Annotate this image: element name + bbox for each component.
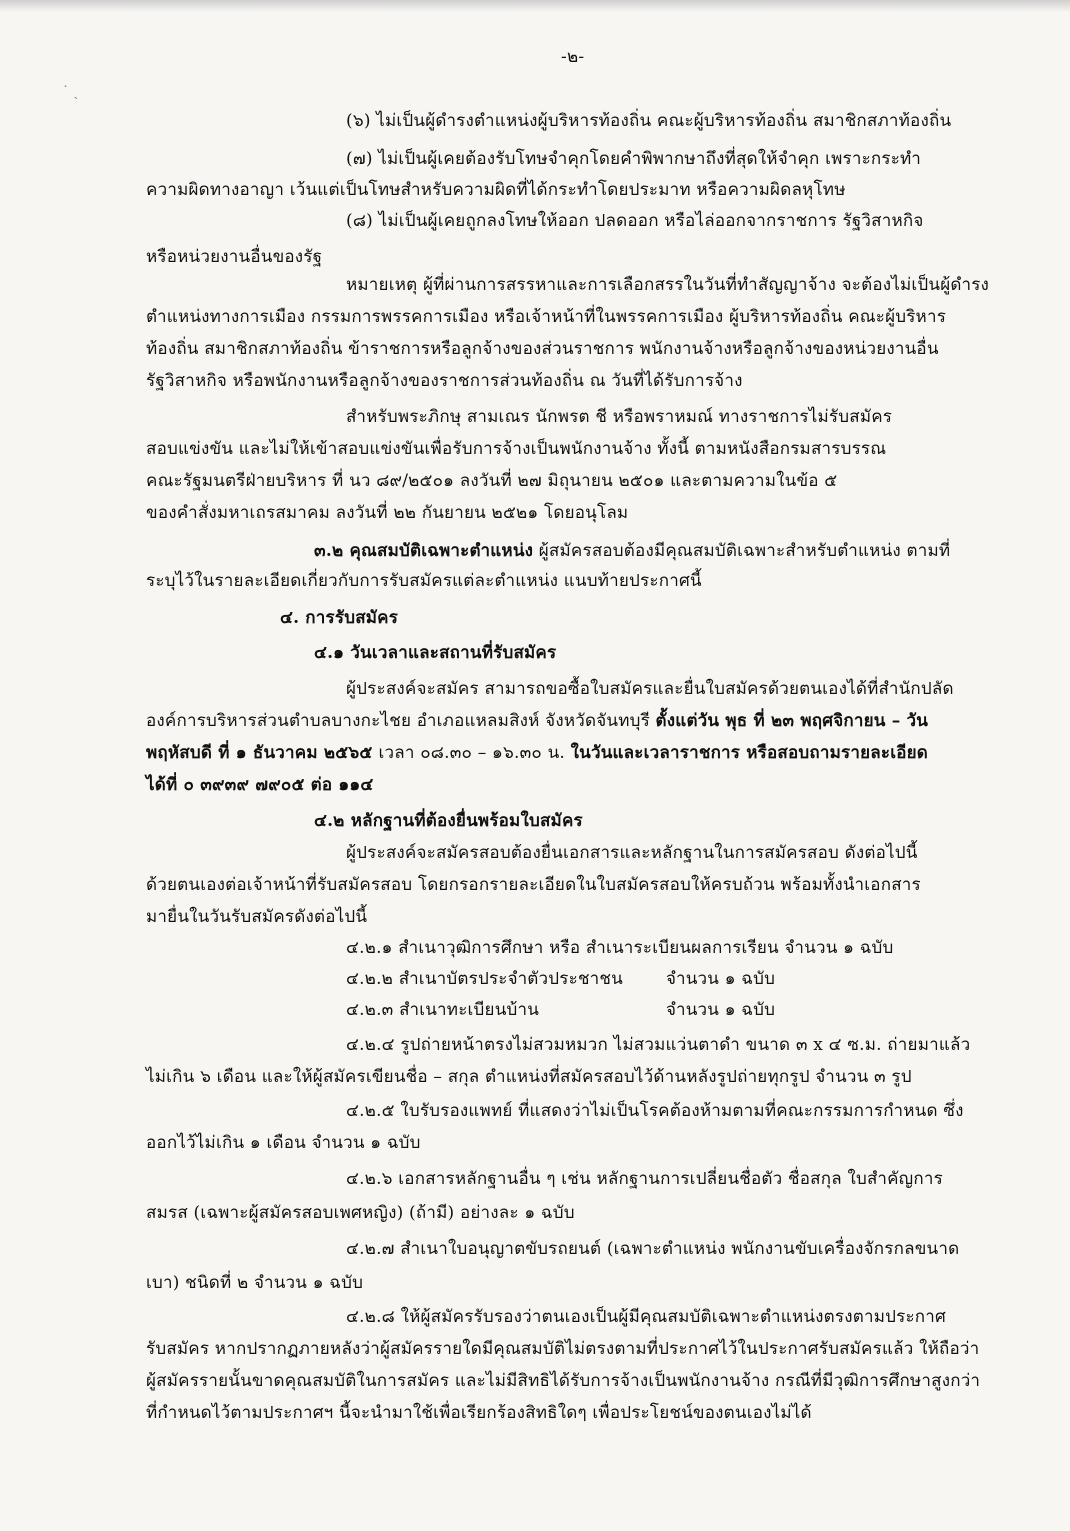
subsection-heading: ๔.๒ หลักฐานที่ต้องยื่นพร้อมใบสมัคร (314, 811, 583, 831)
date-end: พฤหัสบดี ที่ ๑ ธันวาคม ๒๕๖๕ (146, 743, 379, 763)
text-line: (๘) ไม่เป็นผู้เคยถูกลงโทษให้ออก ปลดออก หรือไล่ออกจากราชการ รัฐวิสาหกิจ (346, 211, 924, 231)
text-line: สมรส (เฉพาะผู้สมัครสอบเพศหญิง) (ถ้ามี) อย่างละ ๑ ฉบับ (146, 1203, 575, 1223)
text-line: เบา) ชนิดที่ ๒ จำนวน ๑ ฉบับ (146, 1273, 364, 1293)
text-line: (๗) ไม่เป็นผู้เคยต้องรับโทษจำคุกโดยคำพิพากษาถึงที่สุดให้จำคุก เพราะกระทำ (346, 149, 922, 169)
text-line: รัฐวิสาหกิจ หรือพนักงานหรือลูกจ้างของราชการส่วนท้องถิ่น ณ วันที่ได้รับการจ้าง (146, 371, 743, 391)
list-item: ๔.๒.๕ ใบรับรองแพทย์ ที่แสดงว่าไม่เป็นโรคต้องห้ามตามที่คณะกรรมการกำหนด ซึ่ง (346, 1101, 964, 1121)
copies-count: จำนวน ๑ ฉบับ (666, 1000, 776, 1020)
text-line: หมายเหตุ ผู้ที่ผ่านการสรรหาและการเลือกสรรในวันที่ทำสัญญาจ้าง จะต้องไม่เป็นผู้ดำรง (346, 275, 990, 295)
section-3-2-heading: ๓.๒ คุณสมบัติเฉพาะตำแหน่ง (314, 541, 534, 561)
text-line: ผู้ประสงค์จะสมัครสอบต้องยื่นเอกสารและหลักฐานในการสมัครสอบ ดังต่อไปนี้ (346, 843, 918, 863)
text-line: ท้องถิ่น สมาชิกสภาท้องถิ่น ข้าราชการหรือลูกจ้างของส่วนราชการ พนักงานจ้างหรือลูกจ้างของหน่วยงานอื่น (146, 339, 939, 359)
text-line: สำหรับพระภิกษุ สามเณร นักพรต ชี หรือพราหมณ์ ทางราชการไม่รับสมัคร (346, 407, 893, 427)
text-line: ความผิดทางอาญา เว้นแต่เป็นโทษสำหรับความผิดที่ได้กระทำโดยประมาท หรือความผิดลหุโทษ (146, 180, 846, 200)
subsection-heading: ๔.๑ วันเวลาและสถานที่รับสมัคร (314, 643, 557, 663)
copies-count: จำนวน ๑ ฉบับ (666, 969, 776, 989)
scan-mark: ˙ ˎ (62, 84, 79, 100)
date-note: ในวันและเวลาราชการ หรือสอบถามรายละเอียด (570, 743, 929, 763)
page-number: -๒- (561, 47, 585, 67)
text-line: ตำแหน่งทางการเมือง กรรมการพรรคการเมือง หรือเจ้าหน้าที่ในพรรคการเมือง ผู้บริหารท้องถิ่น คณะผู้บริหาร (146, 307, 947, 327)
text-line: (๖) ไม่เป็นผู้ดำรงตำแหน่งผู้บริหารท้องถิ่น คณะผู้บริหารท้องถิ่น สมาชิกสภาท้องถิ่น (346, 111, 952, 131)
scan-edge-shadow (0, 0, 1070, 12)
text-line: รับสมัคร หากปรากฏภายหลังว่าผู้สมัครรายใดมีคุณสมบัติไม่ตรงตามที่ประกาศไว้ในประกาศรับสมัครแล้ว ให้ถือว่า (146, 1339, 980, 1359)
text-line: ไม่เกิน ๖ เดือน และให้ผู้สมัครเขียนชื่อ – สกุล ตำแหน่งที่สมัครสอบไว้ด้านหลังรูปถ่ายทุกรูป จำนวน ๓ รูป (146, 1067, 912, 1087)
text-line: ออกไว้ไม่เกิน ๑ เดือน จำนวน ๑ ฉบับ (146, 1133, 421, 1153)
section-heading: ๔. การรับสมัคร (280, 608, 399, 628)
office-line (146, 708, 928, 734)
office-date-range: ตั้งแต่วัน พุธ ที่ ๒๓ พฤศจิกายน – วัน (655, 711, 929, 731)
text-line: คณะรัฐมนตรีฝ่ายบริหาร ที่ นว ๘๙/๒๕๐๑ ลงวันที่ ๒๗ มิถุนายน ๒๕๐๑ และตามความในข้อ ๕ (146, 471, 838, 491)
text-line: ผู้สมัครรายนั้นขาดคุณสมบัติในการสมัคร และไม่มีสิทธิได้รับการจ้างเป็นพนักงานจ้าง กรณีที่มีวุฒิการศึกษาสูงกว่า (146, 1371, 981, 1391)
date-time: เวลา ๐๘.๓๐ – ๑๖.๓๐ น. (378, 743, 571, 763)
list-item: ๔.๒.๓ สำเนาทะเบียนบ้าน (346, 1000, 540, 1020)
text-line: ผู้ประสงค์จะสมัคร สามารถขอซื้อใบสมัครและยื่นใบสมัครด้วยตนเองได้ที่สำนักปลัด (346, 679, 954, 699)
list-item: ๔.๒.๑ สำเนาวุฒิการศึกษา หรือ สำเนาระเบียนผลการเรียน จำนวน ๑ ฉบับ (346, 938, 894, 958)
list-item: ๔.๒.๖ เอกสารหลักฐานอื่น ๆ เช่น หลักฐานการเปลี่ยนชื่อตัว ชื่อสกุล ใบสำคัญการ (346, 1169, 943, 1189)
section-3-2-text: ผู้สมัครสอบต้องมีคุณสมบัติเฉพาะสำหรับตำแหน่ง ตามที่ (533, 541, 951, 561)
list-item: ๔.๒.๗ สำเนาใบอนุญาตขับรถยนต์ (เฉพาะตำแหน่ง พนักงานขับเครื่องจักรกลขนาด (346, 1239, 960, 1259)
section-3-2-line (314, 538, 950, 564)
text-line: ระบุไว้ในรายละเอียดเกี่ยวกับการรับสมัครแต่ละตำแหน่ง แนบท้ายประกาศนี้ (146, 571, 702, 591)
text-line: ด้วยตนเองต่อเจ้าหน้าที่รับสมัครสอบ โดยกรอกรายละเอียดในใบสมัครสอบให้ครบถ้วน พร้อมทั้งนำเอกสาร (146, 875, 921, 895)
text-line: หรือหน่วยงานอื่นของรัฐ (146, 247, 323, 267)
list-item: ๔.๒.๔ รูปถ่ายหน้าตรงไม่สวมหมวก ไม่สวมแว่นตาดำ ขนาด ๓ x ๔ ซ.ม. ถ่ายมาแล้ว (346, 1035, 971, 1055)
text-line: ของคำสั่งมหาเถรสมาคม ลงวันที่ ๒๒ กันยายน ๒๕๒๑ โดยอนุโลม (146, 503, 629, 523)
text-line: มายื่นในวันรับสมัครดังต่อไปนี้ (146, 907, 368, 927)
phone-line: ได้ที่ ๐ ๓๙๓๙ ๗๙๐๕ ต่อ ๑๑๔ (146, 775, 374, 795)
text-line: ที่กำหนดไว้ตามประกาศฯ นี้จะนำมาใช้เพื่อเรียกร้องสิทธิใดๆ เพื่อประโยชน์ของตนเองไม่ได้ (146, 1403, 812, 1423)
date-line (146, 740, 928, 766)
office-text: องค์การบริหารส่วนตำบลบางกะไชย อำเภอแหลมสิงห์ จังหวัดจันทบุรี (146, 711, 656, 731)
text-line: สอบแข่งขัน และไม่ให้เข้าสอบแข่งขันเพื่อรับการจ้างเป็นพนักงานจ้าง ทั้งนี้ ตามหนังสือกรมสารบรรณ (146, 439, 887, 459)
list-item: ๔.๒.๘ ให้ผู้สมัครรับรองว่าตนเองเป็นผู้มีคุณสมบัติเฉพาะตำแหน่งตรงตามประกาศ (346, 1307, 947, 1327)
list-item: ๔.๒.๒ สำเนาบัตรประจำตัวประชาชน (346, 969, 623, 989)
